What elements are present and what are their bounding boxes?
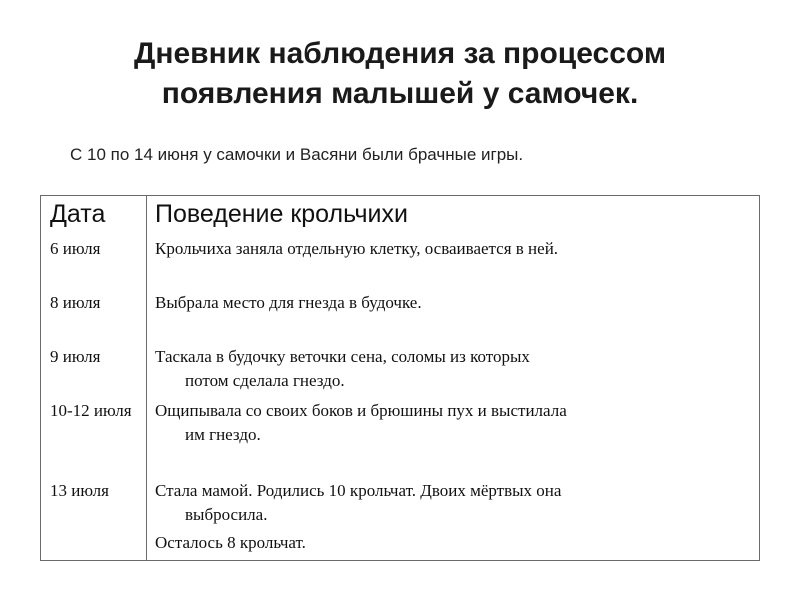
behavior-line: Стала мамой. Родились 10 крольчат. Двоих мёртвых она: [155, 481, 562, 500]
behavior-line: им гнездо.: [185, 425, 261, 444]
behavior-line: Крольчиха заняла отдельную клетку, осваивается в ней.: [155, 239, 559, 258]
row-date: 6 июля: [50, 239, 101, 258]
row-behavior: [155, 291, 755, 315]
footer-note: Осталось 8 крольчат.: [155, 533, 306, 552]
row-behavior: [155, 399, 755, 447]
behavior-line: выбросила.: [185, 505, 268, 524]
page-title: [0, 34, 800, 114]
row-date: 8 июля: [50, 293, 101, 312]
header-behavior: Поведение крольчихи: [155, 200, 408, 228]
behavior-line: Выбрала место для гнезда в будочке.: [155, 293, 422, 312]
title-line-2: появления малышей у самочек.: [161, 77, 639, 110]
behavior-line: потом сделала гнездо.: [185, 371, 345, 390]
row-behavior: [155, 479, 755, 527]
row-behavior: [155, 237, 755, 261]
behavior-line: Таскала в будочку веточки сена, соломы из которых: [155, 347, 530, 366]
row-date: 10-12 июля: [50, 401, 132, 420]
header-date: Дата: [50, 200, 106, 228]
observation-table: [40, 195, 760, 561]
intro-text: С 10 по 14 июня у самочки и Васяни были брачные игры.: [70, 145, 524, 164]
row-date: 9 июля: [50, 347, 101, 366]
row-date: 13 июля: [50, 481, 109, 500]
behavior-line: Ощипывала со своих боков и брюшины пух и выстилала: [155, 401, 567, 420]
row-behavior: [155, 345, 755, 393]
title-line-1: Дневник наблюдения за процессом: [133, 37, 667, 70]
column-divider: [146, 196, 147, 560]
